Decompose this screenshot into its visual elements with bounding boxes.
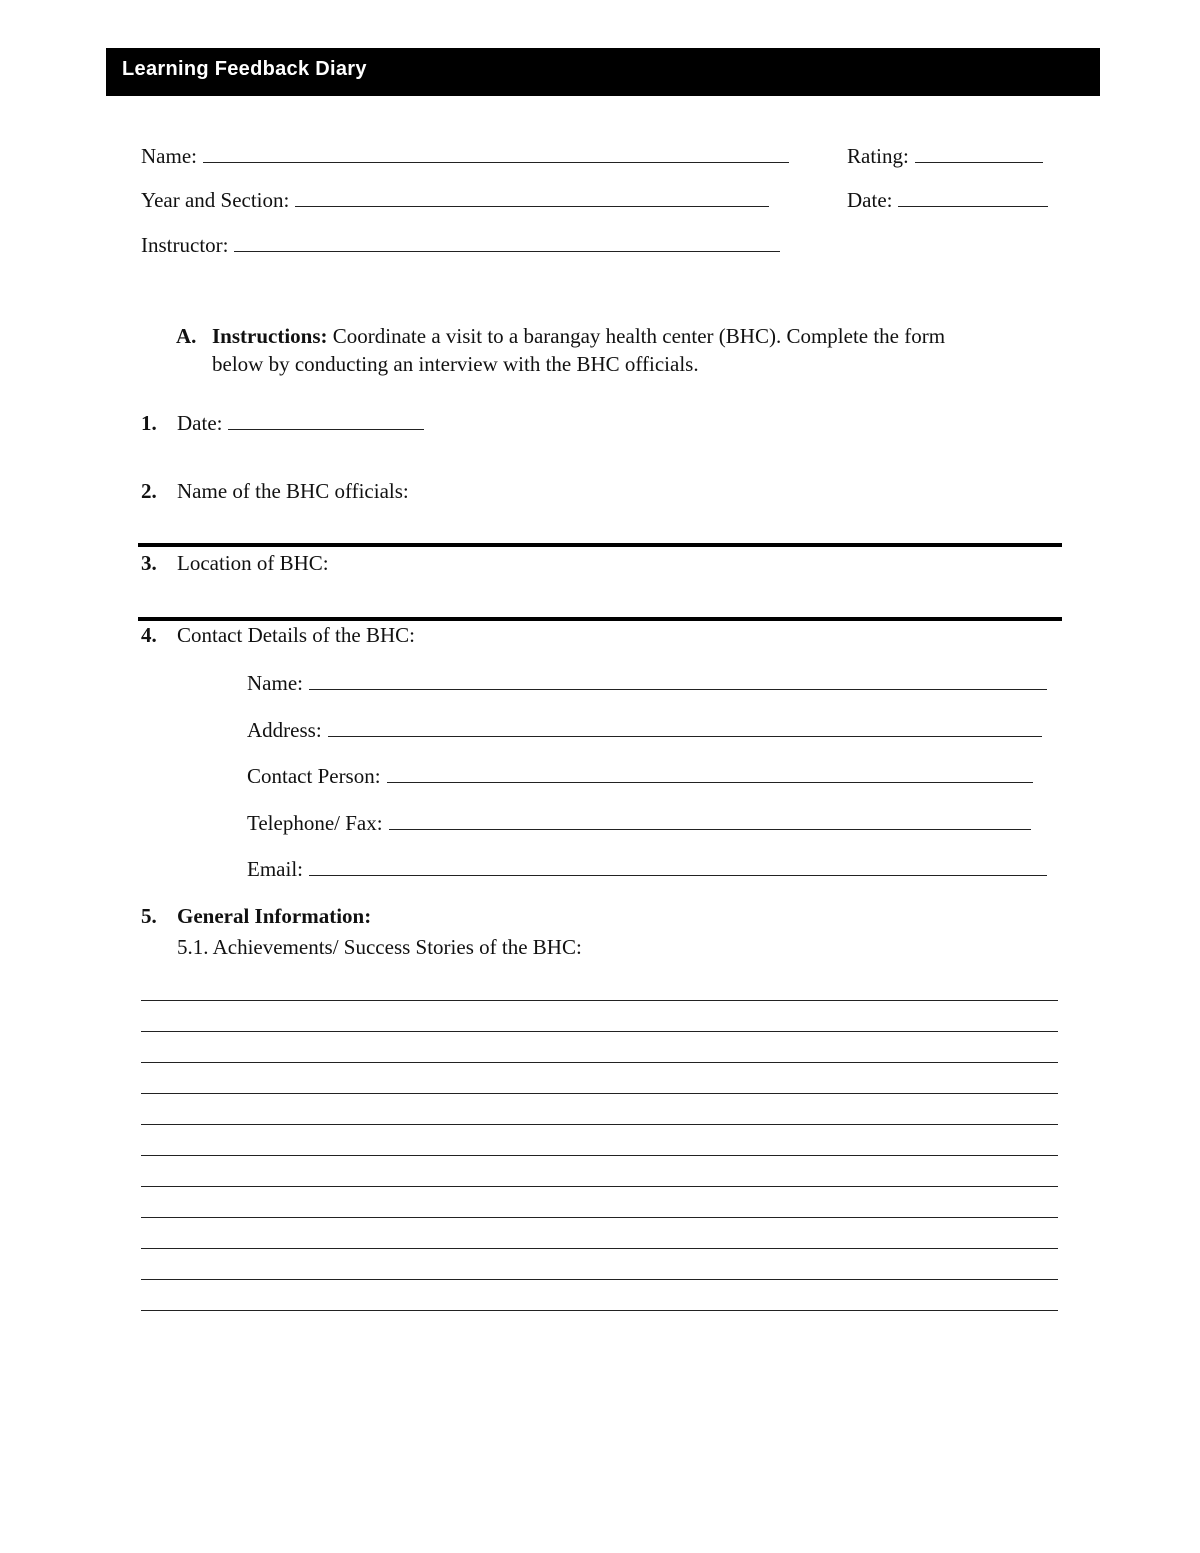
- name-blank[interactable]: [203, 144, 789, 163]
- contact-address-blank[interactable]: [328, 718, 1042, 737]
- instructions-text-line2: below by conducting an interview with the BHC officials.: [212, 352, 699, 376]
- header-bar: [106, 48, 1100, 96]
- date-blank[interactable]: [898, 188, 1048, 207]
- answer-line[interactable]: [141, 1062, 1058, 1063]
- answer-line[interactable]: [141, 1124, 1058, 1125]
- instructions-label: Instructions:: [212, 324, 328, 348]
- contact-address-label: Address:: [247, 718, 322, 742]
- telephone-fax-label: Telephone/ Fax:: [247, 811, 383, 835]
- contact-person-label: Contact Person:: [247, 764, 381, 788]
- answer-line[interactable]: [141, 1186, 1058, 1187]
- contact-address-field[interactable]: [247, 718, 1042, 743]
- contact-name-label: Name:: [247, 671, 303, 695]
- item-3-location: [141, 551, 329, 576]
- item-number: 3.: [141, 551, 157, 575]
- rating-field[interactable]: [847, 144, 1043, 169]
- telephone-fax-field[interactable]: [247, 811, 1031, 836]
- year-section-blank[interactable]: [295, 188, 769, 207]
- email-blank[interactable]: [309, 857, 1047, 876]
- year-section-label: Year and Section:: [141, 188, 290, 212]
- item-2-officials: [141, 479, 409, 504]
- instructor-blank[interactable]: [234, 233, 780, 252]
- telephone-fax-blank[interactable]: [389, 811, 1031, 830]
- date-field[interactable]: [847, 188, 1048, 213]
- instructions-text-line1: Coordinate a visit to a barangay health center (BHC). Complete the form: [332, 324, 946, 348]
- instructor-label: Instructor:: [141, 233, 229, 257]
- answer-line[interactable]: [141, 1031, 1058, 1032]
- item-5-general-info: [141, 904, 371, 929]
- item-label: Name of the BHC officials:: [177, 479, 409, 503]
- answer-line[interactable]: [141, 1217, 1058, 1218]
- visit-date-blank[interactable]: [228, 411, 424, 430]
- item-label: Location of BHC:: [177, 551, 329, 575]
- instructor-field[interactable]: [141, 233, 780, 258]
- name-field[interactable]: [141, 144, 789, 169]
- email-label: Email:: [247, 857, 303, 881]
- item-number: 2.: [141, 479, 157, 503]
- answer-line[interactable]: [141, 1279, 1058, 1280]
- item-label: Contact Details of the BHC:: [177, 623, 415, 647]
- sub-item-achievements: 5.1. Achievements/ Success Stories of the BHC:: [177, 935, 582, 959]
- instructions-block: [176, 324, 945, 349]
- contact-person-field[interactable]: [247, 764, 1033, 789]
- answer-line[interactable]: [141, 1155, 1058, 1156]
- contact-name-field[interactable]: [247, 671, 1047, 696]
- contact-person-blank[interactable]: [387, 764, 1033, 783]
- date-label: Date:: [847, 188, 893, 212]
- item-1-date[interactable]: [141, 411, 424, 436]
- name-label: Name:: [141, 144, 197, 168]
- item-label: General Information:: [177, 904, 372, 928]
- item-number: 5.: [141, 904, 157, 928]
- year-section-field[interactable]: [141, 188, 769, 213]
- officials-answer-rule[interactable]: [138, 543, 1062, 547]
- location-answer-rule[interactable]: [138, 617, 1062, 621]
- page-title: Learning Feedback Diary: [122, 58, 367, 80]
- contact-name-blank[interactable]: [309, 671, 1047, 690]
- item-4-contact: [141, 623, 415, 648]
- item-label: Date:: [177, 411, 223, 435]
- email-field[interactable]: [247, 857, 1047, 882]
- rating-blank[interactable]: [915, 144, 1043, 163]
- answer-line[interactable]: [141, 1093, 1058, 1094]
- item-number: 1.: [141, 411, 157, 435]
- instructions-marker: A.: [176, 324, 197, 348]
- item-number: 4.: [141, 623, 157, 647]
- rating-label: Rating:: [847, 144, 909, 168]
- answer-line[interactable]: [141, 1310, 1058, 1311]
- answer-line[interactable]: [141, 1248, 1058, 1249]
- answer-line[interactable]: [141, 1000, 1058, 1001]
